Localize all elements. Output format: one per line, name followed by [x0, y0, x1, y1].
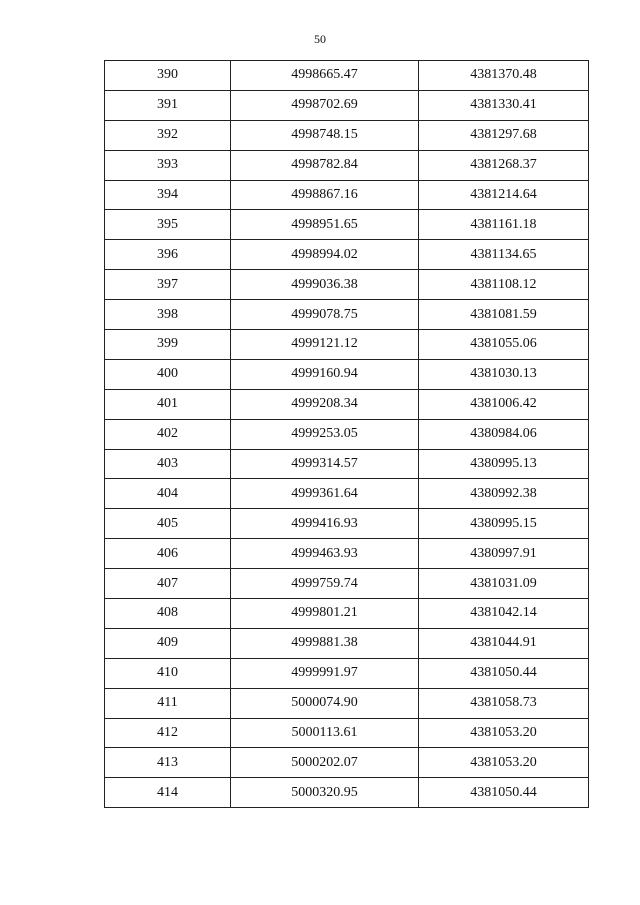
- x-coordinate-cell: 4999463.93: [231, 539, 419, 569]
- point-number-cell: 414: [105, 778, 231, 808]
- point-number-cell: 413: [105, 748, 231, 778]
- table-row: [105, 449, 589, 479]
- point-number-cell: 409: [105, 628, 231, 658]
- coordinates-table-body: [105, 61, 589, 808]
- point-number-cell: 411: [105, 688, 231, 718]
- x-coordinate-cell: 4999160.94: [231, 359, 419, 389]
- x-coordinate-cell: 4999416.93: [231, 509, 419, 539]
- table-row: [105, 718, 589, 748]
- x-coordinate-cell: 4998665.47: [231, 61, 419, 91]
- y-coordinate-cell: 4381268.37: [419, 150, 589, 180]
- page-number: 50: [314, 32, 326, 46]
- y-coordinate-cell: 4381058.73: [419, 688, 589, 718]
- x-coordinate-cell: 4999078.75: [231, 300, 419, 330]
- table-row: [105, 628, 589, 658]
- y-coordinate-cell: 4381214.64: [419, 180, 589, 210]
- table-row: [105, 419, 589, 449]
- x-coordinate-cell: 5000202.07: [231, 748, 419, 778]
- x-coordinate-cell: 4998994.02: [231, 240, 419, 270]
- x-coordinate-cell: 4998748.15: [231, 120, 419, 150]
- table-row: [105, 180, 589, 210]
- point-number-cell: 405: [105, 509, 231, 539]
- x-coordinate-cell: 4999361.64: [231, 479, 419, 509]
- x-coordinate-cell: 4998867.16: [231, 180, 419, 210]
- x-coordinate-cell: 5000113.61: [231, 718, 419, 748]
- point-number-cell: 408: [105, 599, 231, 629]
- y-coordinate-cell: 4381006.42: [419, 389, 589, 419]
- table-row: [105, 748, 589, 778]
- x-coordinate-cell: 4999208.34: [231, 389, 419, 419]
- point-number-cell: 390: [105, 61, 231, 91]
- y-coordinate-cell: 4381044.91: [419, 628, 589, 658]
- table-row: [105, 150, 589, 180]
- table-row: [105, 599, 589, 629]
- table-row: [105, 330, 589, 360]
- x-coordinate-cell: 4999036.38: [231, 270, 419, 300]
- point-number-cell: 410: [105, 658, 231, 688]
- x-coordinate-cell: 4999801.21: [231, 599, 419, 629]
- point-number-cell: 396: [105, 240, 231, 270]
- y-coordinate-cell: 4380992.38: [419, 479, 589, 509]
- x-coordinate-cell: 4999314.57: [231, 449, 419, 479]
- y-coordinate-cell: 4380984.06: [419, 419, 589, 449]
- table-row: [105, 120, 589, 150]
- point-number-cell: 402: [105, 419, 231, 449]
- table-row: [105, 658, 589, 688]
- point-number-cell: 399: [105, 330, 231, 360]
- y-coordinate-cell: 4381161.18: [419, 210, 589, 240]
- table-row: [105, 509, 589, 539]
- y-coordinate-cell: 4381370.48: [419, 61, 589, 91]
- point-number-cell: 394: [105, 180, 231, 210]
- point-number-cell: 400: [105, 359, 231, 389]
- point-number-cell: 393: [105, 150, 231, 180]
- point-number-cell: 403: [105, 449, 231, 479]
- y-coordinate-cell: 4381297.68: [419, 120, 589, 150]
- point-number-cell: 391: [105, 90, 231, 120]
- y-coordinate-cell: 4381030.13: [419, 359, 589, 389]
- point-number-cell: 406: [105, 539, 231, 569]
- table-row: [105, 90, 589, 120]
- point-number-cell: 412: [105, 718, 231, 748]
- y-coordinate-cell: 4381050.44: [419, 658, 589, 688]
- y-coordinate-cell: 4380997.91: [419, 539, 589, 569]
- table-row: [105, 569, 589, 599]
- y-coordinate-cell: 4381108.12: [419, 270, 589, 300]
- y-coordinate-cell: 4380995.13: [419, 449, 589, 479]
- x-coordinate-cell: 4998702.69: [231, 90, 419, 120]
- y-coordinate-cell: 4381134.65: [419, 240, 589, 270]
- table-row: [105, 778, 589, 808]
- table-row: [105, 210, 589, 240]
- table-row: [105, 300, 589, 330]
- x-coordinate-cell: 4999881.38: [231, 628, 419, 658]
- table-row: [105, 479, 589, 509]
- y-coordinate-cell: 4381053.20: [419, 718, 589, 748]
- table-row: [105, 688, 589, 718]
- y-coordinate-cell: 4381053.20: [419, 748, 589, 778]
- y-coordinate-cell: 4380995.15: [419, 509, 589, 539]
- x-coordinate-cell: 5000320.95: [231, 778, 419, 808]
- y-coordinate-cell: 4381031.09: [419, 569, 589, 599]
- table-row: [105, 389, 589, 419]
- coordinates-table: [104, 60, 589, 808]
- point-number-cell: 401: [105, 389, 231, 419]
- y-coordinate-cell: 4381050.44: [419, 778, 589, 808]
- point-number-cell: 407: [105, 569, 231, 599]
- point-number-cell: 398: [105, 300, 231, 330]
- table-row: [105, 240, 589, 270]
- x-coordinate-cell: 4999253.05: [231, 419, 419, 449]
- table-row: [105, 359, 589, 389]
- x-coordinate-cell: 4999759.74: [231, 569, 419, 599]
- y-coordinate-cell: 4381330.41: [419, 90, 589, 120]
- table-row: [105, 539, 589, 569]
- x-coordinate-cell: 4998951.65: [231, 210, 419, 240]
- point-number-cell: 397: [105, 270, 231, 300]
- x-coordinate-cell: 4999991.97: [231, 658, 419, 688]
- point-number-cell: 404: [105, 479, 231, 509]
- y-coordinate-cell: 4381055.06: [419, 330, 589, 360]
- table-row: [105, 61, 589, 91]
- y-coordinate-cell: 4381081.59: [419, 300, 589, 330]
- point-number-cell: 395: [105, 210, 231, 240]
- point-number-cell: 392: [105, 120, 231, 150]
- table-row: [105, 270, 589, 300]
- x-coordinate-cell: 4998782.84: [231, 150, 419, 180]
- x-coordinate-cell: 4999121.12: [231, 330, 419, 360]
- x-coordinate-cell: 5000074.90: [231, 688, 419, 718]
- y-coordinate-cell: 4381042.14: [419, 599, 589, 629]
